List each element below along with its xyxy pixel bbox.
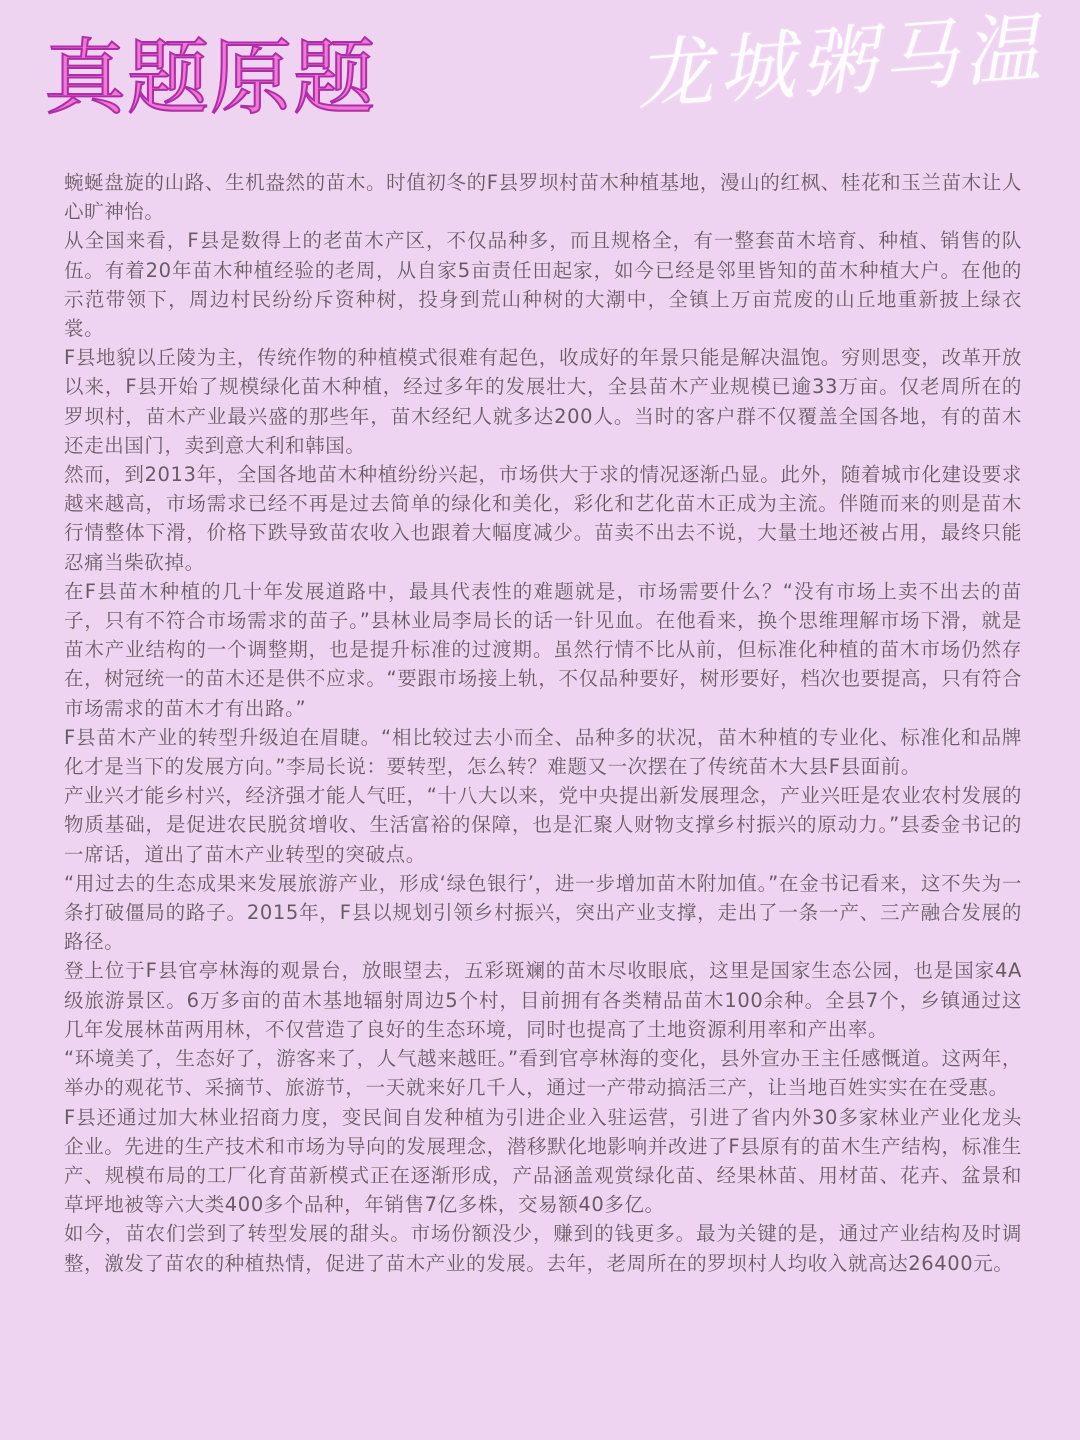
page-title: 真题原题 [44,31,377,126]
paragraph: 产业兴才能乡村兴，经济强才能人气旺，“十八大以来，党中央提出新发展理念，产业兴旺是农业农村发展的物质基础，是促进农民脱贫增收、生活富裕的保障，也是汇聚人财物支撑乡村振兴的原动力。”县委金书记的一席话，道出了苗木产业转型的突破点。 [64,784,1022,866]
paragraph: 蜿蜒盘旋的山路、生机盎然的苗木。时值初冬的F县罗坝村苗木种植基地，漫山的红枫、桂花和玉兰苗木让人心旷神怡。 [64,171,1022,224]
paragraph: “环境美了，生态好了，游客来了，人气越来越旺。”看到官亭林海的变化，县外宣办王主任感慨道。这两年，举办的观花节、采摘节、旅游节，一天就来好几千人，通过一产带动搞活三产，让当地百姓实实在在受惠。 [64,1047,1022,1100]
paragraph: 在F县苗木种植的几十年发展道路中，最具代表性的难题就是，市场需要什么？“没有市场上卖不出去的苗子，只有不符合市场需求的苗子。”县林业局李局长的话一针见血。在他看来，换个思维理解市场下滑，就是苗木产业结构的一个调整期，也是提升标准的过渡期。虽然行情不比从前，但标准化种植的苗木市场仍然存在，树冠统一的苗木还是供不应求。“要跟市场接上轨，不仅品种要好，树形要好，档次也要提高，只有符合市场需求的苗木才有出路。” [64,579,1022,720]
paragraph: 登上位于F县官亭林海的观景台，放眼望去，五彩斑斓的苗木尽收眼底，这里是国家生态公园，也是国家4A级旅游景区。6万多亩的苗木基地辐射周边5个村，目前拥有各类精品苗木100余种。全县7个，乡镇通过这几年发展林苗两用林，不仅营造了良好的生态环境，同时也提高了土地资源利用率和产出率。 [64,959,1022,1041]
paragraph: 然而，到2013年，全国各地苗木种植纷纷兴起，市场供大于求的情况逐渐凸显。此外，随着城市化建设要求越来越高，市场需求已经不再是过去简单的绿化和美化，彩化和艺化苗木正成为主流。伴随而来的则是苗木行情整体下滑，价格下跌导致苗农收入也跟着大幅度减少。苗卖不出去不说，大量土地还被占用，最终只能忍痛当柴砍掉。 [64,463,1022,574]
paragraph: F县地貌以丘陵为主，传统作物的种植模式很难有起色，收成好的年景只能是解决温饱。穷则思变，改革开放以来，F县开始了规模绿化苗木种植，经过多年的发展壮大，全县苗木产业规模已逾33万亩。仅老周所在的罗坝村，苗木产业最兴盛的那些年，苗木经纪人就多达200人。当时的客户群不仅覆盖全国各地，有的苗木还走出国门，卖到意大利和韩国。 [64,346,1022,457]
brand-watermark: 龙城粥马温 [633,2,1049,121]
paragraph: 从全国来看，F县是数得上的老苗木产区，不仅品种多，而且规格全，有一整套苗木培育、种植、销售的队伍。有着20年苗木种植经验的老周，从自家5亩责任田起家，如今已经是邻里皆知的苗木种植大户。在他的示范带领下，周边村民纷纷斥资种树，投身到荒山种树的大潮中，全镇上万亩荒废的山丘地重新披上绿衣裳。 [64,229,1022,341]
paragraph: F县还通过加大林业招商力度，变民间自发种植为引进企业入驻运营，引进了省内外30多家林业产业化龙头企业。先进的生产技术和市场为导向的发展理念，潜移默化地影响并改进了F县原有的苗木生产结构，标准生产、规模布局的工厂化育苗新模式正在逐渐形成，产品涵盖观赏绿化苗、经果林苗、用材苗、花卉、盆景和草坪地被等六大类400多个品种，年销售7亿多株，交易额40多亿。 [64,1105,1022,1217]
paragraph: “用过去的生态成果来发展旅游产业，形成‘绿色银行’，进一步增加苗木附加值。”在金书记看来，这不失为一条打破僵局的路子。2015年，F县以规划引领乡村振兴，突出产业支撑，走出了一条一产、三产融合发展的路径。 [64,871,1022,954]
paragraph: F县苗木产业的转型升级迫在眉睫。“相比较过去小而全、品种多的状况，苗木种植的专业化、标准化和品牌化才是当下的发展方向。”李局长说：要转型，怎么转？难题又一次摆在了传统苗木大县F县面前。 [64,725,1022,779]
article-body [64,168,1022,1278]
paragraph: 如今，苗农们尝到了转型发展的甜头。市场份额没少，赚到的钱更多。最为关键的是，通过产业结构及时调整，激发了苗农的种植热情，促进了苗木产业的发展。去年，老周所在的罗坝村人均收入就高达26400元。 [64,1222,1022,1275]
